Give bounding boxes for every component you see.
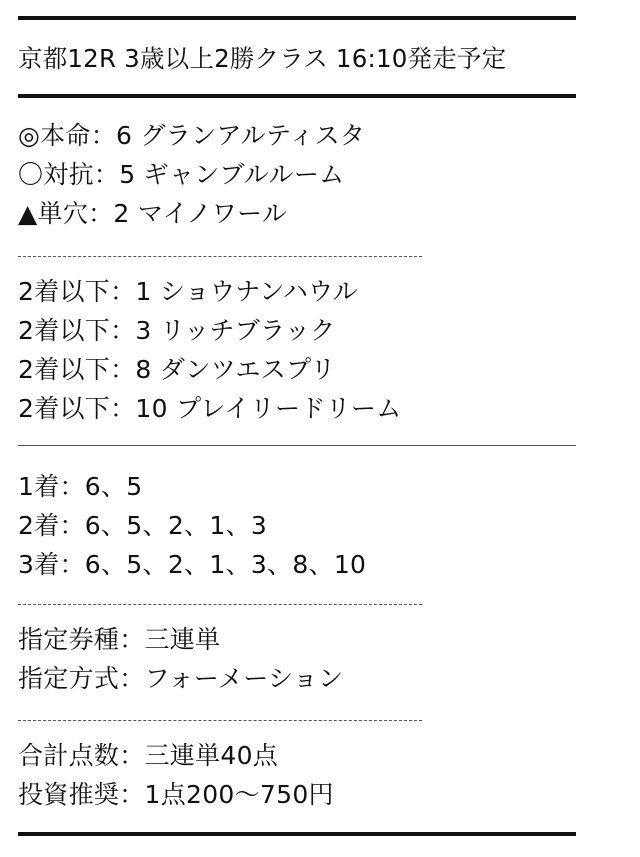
- dashed-divider-1: [18, 256, 422, 257]
- thin-divider: [18, 445, 576, 446]
- bet-type: 指定券種：三連単: [18, 625, 221, 654]
- formation-third: 3着：6、5、2、1、3、8、10: [18, 550, 367, 579]
- bottom-heavy-divider: [18, 832, 576, 836]
- other-horse-2: 2着以下：3 リッチブラック: [18, 316, 336, 345]
- formation-first: 1着：6、5: [18, 472, 143, 501]
- other-horse-1: 2着以下：1 ショウナンハウル: [18, 277, 359, 306]
- other-horse-3: 2着以下：8 ダンツエスプリ: [18, 355, 336, 384]
- total-points: 合計点数：三連単40点: [18, 741, 279, 770]
- other-horse-4: 2着以下：10 プレイリードリーム: [18, 394, 402, 423]
- bet-method: 指定方式：フォーメーション: [18, 664, 344, 693]
- top-heavy-divider: [18, 16, 576, 20]
- mark-honmei: ◎本命：6 グランアルティスタ: [18, 121, 366, 150]
- race-title: 京都12R 3歳以上2勝クラス 16:10発走予定: [18, 44, 507, 73]
- title-heavy-divider: [18, 94, 576, 98]
- mark-tanana: ▲単穴：2 マイノワール: [18, 199, 288, 228]
- dashed-divider-3: [18, 720, 422, 721]
- stake-recommendation: 投資推奨：1点200〜750円: [18, 780, 334, 809]
- mark-taikou: 〇対抗：5 ギャンブルルーム: [18, 160, 345, 189]
- formation-second: 2着：6、5、2、1、3: [18, 511, 268, 540]
- dashed-divider-2: [18, 604, 422, 605]
